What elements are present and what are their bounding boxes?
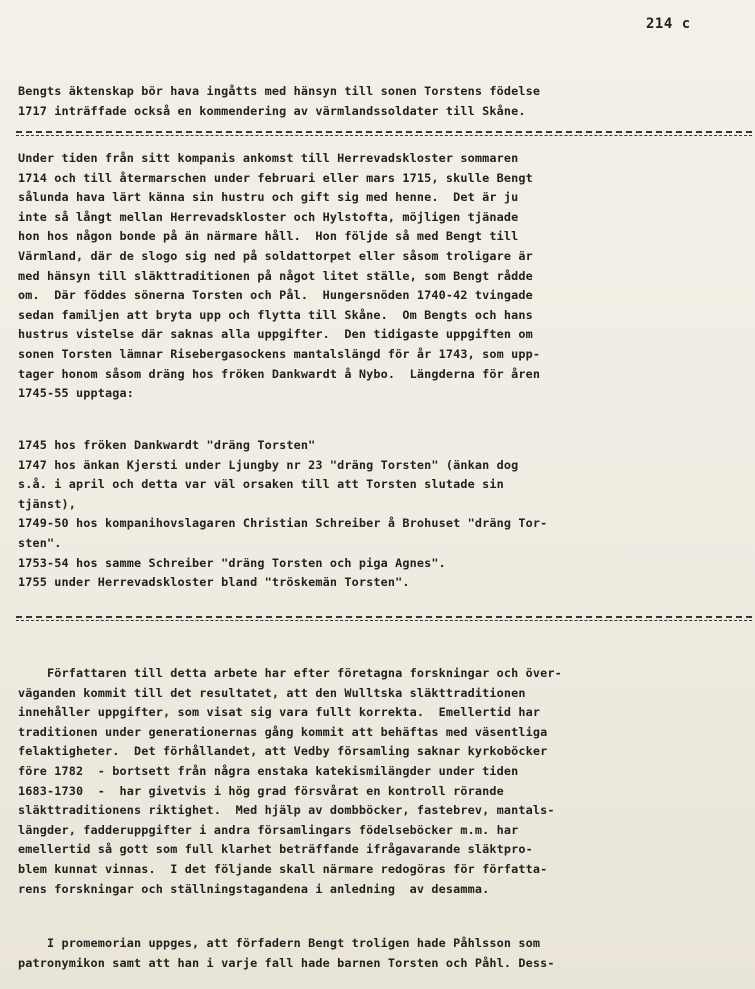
text-line: 1745-55 upptaga: [18,386,135,401]
text-line: 1683-1730 - har givetvis i hög grad försvårat en kontroll rörande [18,783,504,798]
text-line: Bengts äktenskap bör hava ingåtts med hänsyn till sonen Torstens födelse [18,84,541,98]
list-item: 1755 under Herrevadskloster bland "tröskemän Torsten". [18,575,410,590]
list-item: 1747 hos änkan Kjersti under Ljungby nr 23 "dräng Torsten" (änkan dog [18,457,519,472]
list-item: 1749-50 hos kompanihovslagaren Christian Schreiber å Brohuset "dräng Tor- [18,516,548,531]
text-line: med hänsyn till släkttraditionen på något litet ställe, som Bengt rådde [18,268,533,283]
text-line: sedan familjen att bryta upp och flytta till Skåne. Om Bengts och hans [18,307,533,322]
text-line: före 1782 - bortsett från några enstaka katekismilängder under tiden [18,763,519,778]
text-line: patronymikon samt att han i varje fall hade barnen Torsten och Påhl. Dess- [18,955,555,970]
text-line: blem kunnat vinnas. I det följande skall närmare redogöras för författa- [18,861,548,876]
text-line: Författaren till detta arbete har efter företagna forskningar och över- [18,666,562,680]
paragraph-promemoria [18,934,752,973]
census-list [18,436,752,593]
text-line: sonen Torsten lämnar Risebergasockens mantalslängd för år 1743, som upp- [18,346,541,361]
list-item: sten". [18,535,62,550]
text-line: 1717 inträffade också en kommendering av värmlandssoldater till Skåne. [18,103,526,118]
text-line: emellertid så gott som full klarhet beträffande ifrågavarande släktpro- [18,842,533,857]
text-line: släkttraditionens riktighet. Med hjälp av dombböcker, fastebrev, mantals- [18,803,555,818]
list-item: 1753-54 hos samme Schreiber "dräng Torsten och piga Agnes". [18,555,446,570]
paragraph-marriage [18,82,752,121]
text-line: rens forskningar och ställningstagandena i anledning av desamma. [18,881,490,896]
text-line: hustrus vistelse där saknas alla uppgifter. Den tidigaste uppgiften om [18,327,533,342]
page-number: 214 c [646,16,691,32]
text-line: hon hos någon bonde på än närmare håll. Hon följde så med Bengt till [18,229,519,244]
text-line: traditionen under generationernas gång kommit att behäftas med väsentliga [18,724,548,739]
list-item: s.å. i april och detta var väl orsaken till att Torsten slutade sin [18,477,504,492]
list-item: tjänst), [18,496,77,511]
text-line: innehåller uppgifter, som visat sig vara fullt korrekta. Emellertid har [18,705,541,720]
text-line: längder, fadderuppgifter i andra församlingars födelseböcker m.m. har [18,822,519,837]
text-line: Under tiden från sitt kompanis ankomst till Herrevadskloster sommaren [18,151,519,165]
text-line: om. Där föddes sönerna Torsten och Pål. Hungersnöden 1740-42 tvingade [18,288,533,303]
text-line: tager honom såsom dräng hos fröken Dankwardt å Nybo. Längderna för åren [18,366,541,381]
text-line: felaktigheter. Det förhållandet, att Vedby församling saknar kyrkoböcker [18,744,548,759]
list-item: 1745 hos fröken Dankwardt "dräng Torsten" [18,438,316,452]
dashed-divider [16,616,752,618]
text-line: inte så långt mellan Herrevadskloster och Hylstofta, möjligen tjänade [18,209,519,224]
dashed-divider [16,131,752,133]
paragraph-company-arrival [18,149,752,404]
text-line: I promemorian uppges, att förfadern Bengt troligen hade Påhlsson som [18,936,541,950]
text-line: Värmland, där de slogo sig ned på soldattorpet eller såsom troligare är [18,248,533,263]
text-line: sålunda hava lärt känna sin hustru och gift sig med henne. Det är ju [18,190,519,205]
text-line: väganden kommit till det resultatet, att den Wulltska släkttraditionen [18,685,526,700]
text-line: 1714 och till återmarschen under februari eller mars 1715, skulle Bengt [18,170,533,185]
paragraph-author-findings [18,664,752,899]
